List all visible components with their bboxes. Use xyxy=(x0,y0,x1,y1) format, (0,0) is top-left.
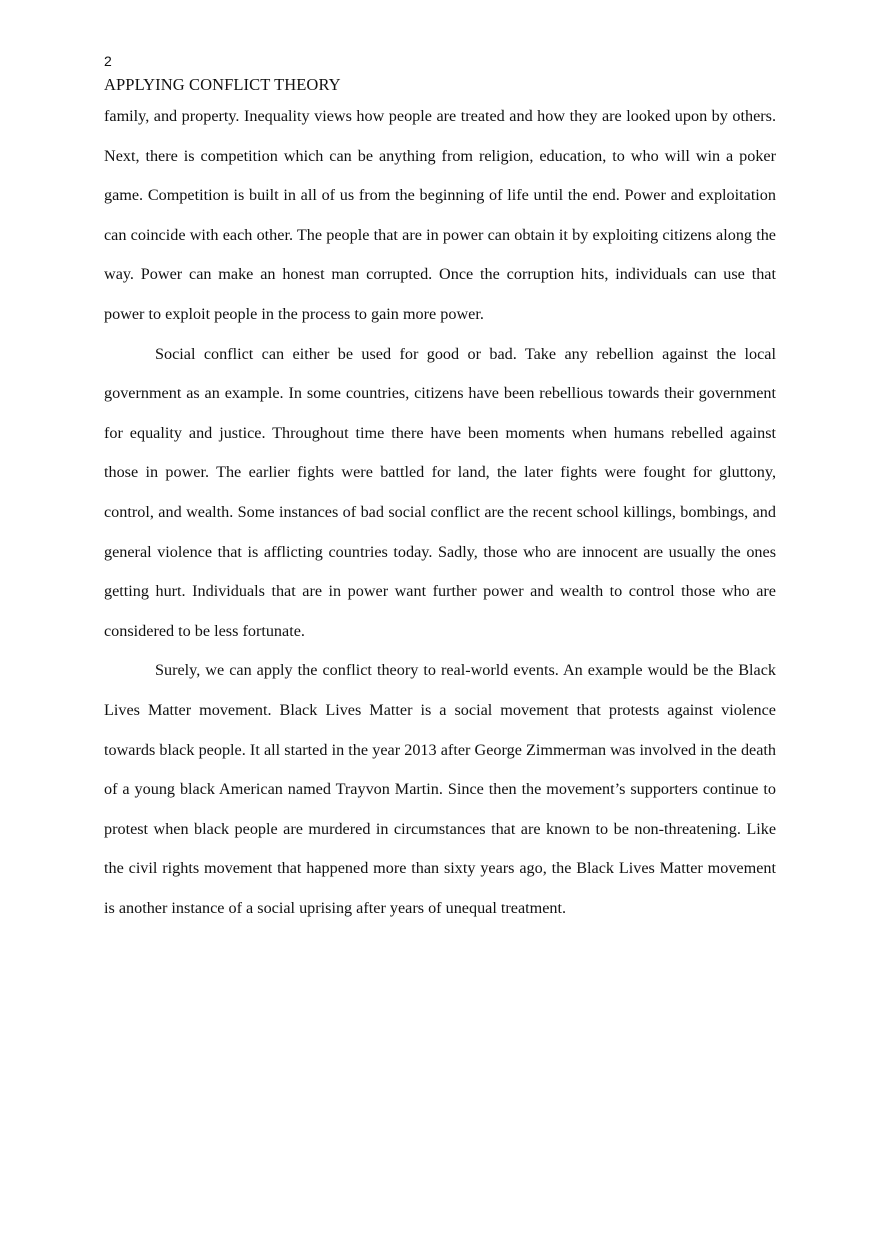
paragraph-social-conflict: Social conflict can either be used for good or bad. Take any rebellion against the local government as an example. In some countries, citizens have been rebellious towards their government for equality and justice. Throughout time there have been moments when humans rebelled against those in power. The earlier fights were battled for land, the later fights were fought for gluttony, control, and wealth. Some instances of bad social conflict are the recent school killings, bombings, and general violence that is afflicting countries today. Sadly, those who are innocent are usually the ones getting hurt. Individuals that are in power want further power and wealth to control those who are considered to be less fortunate. xyxy=(104,344,776,640)
body-text xyxy=(104,97,776,928)
paragraph-black-lives-matter: Surely, we can apply the conflict theory to real-world events. An example would be the Black Lives Matter movement. Black Lives Matter is a social movement that protests against violence towards black people. It all started in the year 2013 after George Zimmerman was involved in the death of a young black American named Trayvon Martin. Since then the movement’s supporters continue to protest when black people are murdered in circumstances that are known to be non-threatening. Like the civil rights movement that happened more than sixty years ago, the Black Lives Matter movement is another instance of a social uprising after years of unequal treatment. xyxy=(104,661,776,917)
paragraph-continuation: family, and property. Inequality views how people are treated and how they are looked upon by others. Next, there is competition which can be anything from religion, education, to who will win a poker game. Competition is built in all of us from the beginning of life until the end. Power and exploitation can coincide with each other. The people that are in power can obtain it by exploiting citizens along the way. Power can make an honest man corrupted. Once the corruption hits, individuals can use that power to exploit people in the process to gain more power. xyxy=(104,107,776,323)
running-head: APPLYING CONFLICT THEORY xyxy=(104,75,341,94)
page-number: 2 xyxy=(104,53,112,69)
